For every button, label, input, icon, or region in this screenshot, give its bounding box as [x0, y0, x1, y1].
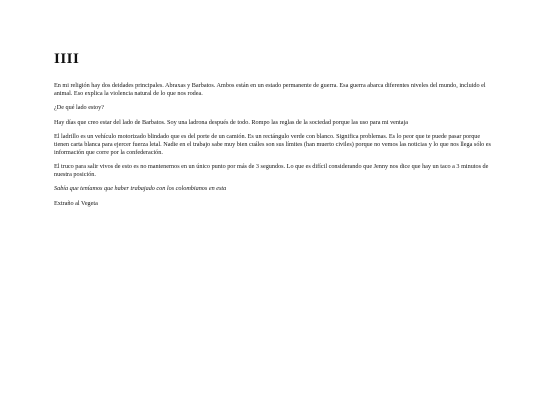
paragraph-question: ¿De qué lado estoy?: [54, 104, 104, 112]
paragraph-deities: En mi religión hay dos deidades principales. Abraxas y Barbatos. Ambos están en un estado permanente de guerra. Esa guerra abarca diferentes niveles del mundo, incluido el animal. Eso explica la violencia natural de lo que nos rodea.: [54, 82, 486, 97]
page-title: IIII: [54, 51, 80, 67]
paragraph-colombianos: Sabía que teníamos que haber trabajado con los colombianos en esta: [54, 185, 227, 193]
paragraph-truco: El truco para salir vivos de esto es no mantenernos en un único punto por más de 3 segundos. Lo que es difícil considerando que Jenny nos dice que hay un taco a 3 minutos de nuestra posición.: [54, 163, 489, 178]
paragraph-barbatos: Hay días que creo estar del lado de Barbatos. Soy una ladrona después de todo. Rompo las reglas de la sociedad porque las uso para mi ventaja: [54, 118, 408, 126]
document-page: [54, 50, 494, 215]
paragraph-ladrillo: El ladrillo es un vehículo motorizado blindado que es del porte de un camión. Es un rectángulo verde con blanco. Significa problemas. Es lo peor que te puede pasar porque tienen carta blanca para ejercer fuerza letal. Nadie en el trabajo sabe muy bien cuáles son sus límites (han muerto civiles) porque no vemos las noticias y lo que nos llega sólo es información que corre por la confederación.: [54, 133, 491, 156]
paragraph-vegeta: Extraño al Vegeta: [54, 199, 98, 207]
